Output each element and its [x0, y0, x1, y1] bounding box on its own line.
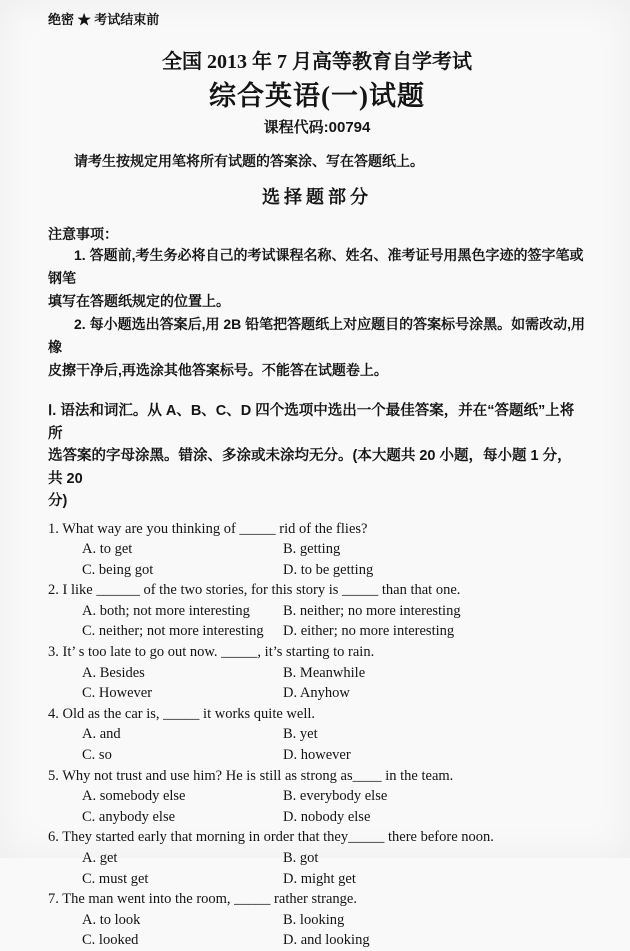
option: C. looked [82, 932, 139, 949]
option: C. anybody else [82, 808, 176, 825]
option: C. must get [82, 870, 149, 887]
option: B. got [283, 850, 319, 866]
option: A. get [82, 850, 118, 866]
section1-heading-line: 分) [48, 493, 68, 509]
notice-item-1 [48, 244, 586, 313]
question-options [48, 786, 586, 827]
notice-line: 1. 答题前,考生务必将自己的考试课程名称、姓名、准考证号用黑色字迹的签字笔或钢笔 [48, 247, 584, 286]
classification-label: 绝密 ★ 考试结束前 [48, 12, 160, 27]
answer-sheet-instruction: 请考生按规定用笔将所有试题的答案涂、写在答题纸上。 [74, 153, 424, 169]
option: A. to look [82, 911, 141, 928]
question-5 [48, 766, 586, 828]
option: A. somebody else [82, 788, 186, 805]
question-4 [48, 704, 586, 766]
option: D. might get [283, 870, 356, 887]
question-list [48, 519, 586, 951]
option: B. everybody else [283, 788, 388, 805]
option: B. yet [283, 726, 318, 743]
option: B. Meanwhile [283, 664, 366, 681]
question-3 [48, 642, 586, 704]
question-2 [48, 580, 586, 642]
option: B. getting [283, 541, 341, 558]
option: B. neither; no more interesting [283, 602, 461, 619]
question-text: 2. I like ______ of the two stories, for this story is _____ than that one. [48, 582, 461, 599]
option: D. either; no more interesting [283, 623, 455, 640]
option: C. However [82, 685, 153, 702]
question-text: 4. Old as the car is, _____ it works quite well. [48, 705, 315, 722]
section1-heading-line: Ⅰ. 语法和词汇。从 A、B、C、D 四个选项中选出一个最佳答案，并在“答题纸”上将所 [48, 403, 575, 442]
option: D. nobody else [283, 808, 371, 825]
option: D. Anyhow [283, 685, 350, 702]
notice-line: 填写在答题纸规定的位置上。 [48, 293, 230, 309]
notice-title: 注意事项： [48, 226, 118, 242]
question-options [48, 848, 586, 889]
notice-line: 皮擦干净后,再选涂其他答案标号。不能答在试题卷上。 [48, 362, 388, 378]
notice-item-2 [48, 313, 586, 382]
question-options [48, 663, 586, 704]
exam-title: 全国 2013 年 7 月高等教育自学考试 [162, 51, 472, 73]
question-7 [48, 889, 586, 951]
question-text: 3. It’ s too late to go out now. _____, it’s starting to rain. [48, 644, 375, 661]
notice-line: 2. 每小题选出答案后,用 2B 铅笔把答题纸上对应题目的答案标号涂黑。如需改动,用橡 [48, 316, 586, 355]
question-text: 6. They started early that morning in order that they_____ there before noon. [48, 829, 494, 846]
option: A. to get [82, 541, 133, 558]
course-code: 课程代码:00794 [263, 119, 371, 136]
option: C. neither; not more interesting [82, 623, 264, 640]
question-options [48, 539, 586, 580]
section1-heading [48, 400, 586, 513]
subject-title: 综合英语(一)试题 [209, 81, 425, 111]
option: C. so [82, 747, 112, 764]
option: D. to be getting [283, 561, 374, 578]
question-1 [48, 519, 586, 581]
option: A. both; not more interesting [82, 602, 250, 619]
option: B. looking [283, 911, 345, 928]
question-6 [48, 827, 586, 889]
option: A. and [82, 726, 121, 743]
option: D. however [283, 747, 351, 764]
section1-heading-line: 选答案的字母涂黑。错涂、多涂或未涂均无分。(本大题共 20 小题，每小题 1 分，共 20 [48, 448, 572, 487]
option: D. and looking [283, 932, 370, 949]
option: C. being got [82, 561, 154, 578]
question-options [48, 910, 586, 951]
option: A. Besides [82, 664, 145, 681]
multiple-choice-part-title: 选择题部分 [262, 187, 372, 207]
question-text: 7. The man went into the room, _____ rather strange. [48, 891, 357, 908]
question-text: 1. What way are you thinking of _____ rid of the flies? [48, 520, 368, 537]
question-text: 5. Why not trust and use him? He is still as strong as____ in the team. [48, 767, 454, 784]
question-options [48, 724, 586, 765]
question-options [48, 601, 586, 642]
